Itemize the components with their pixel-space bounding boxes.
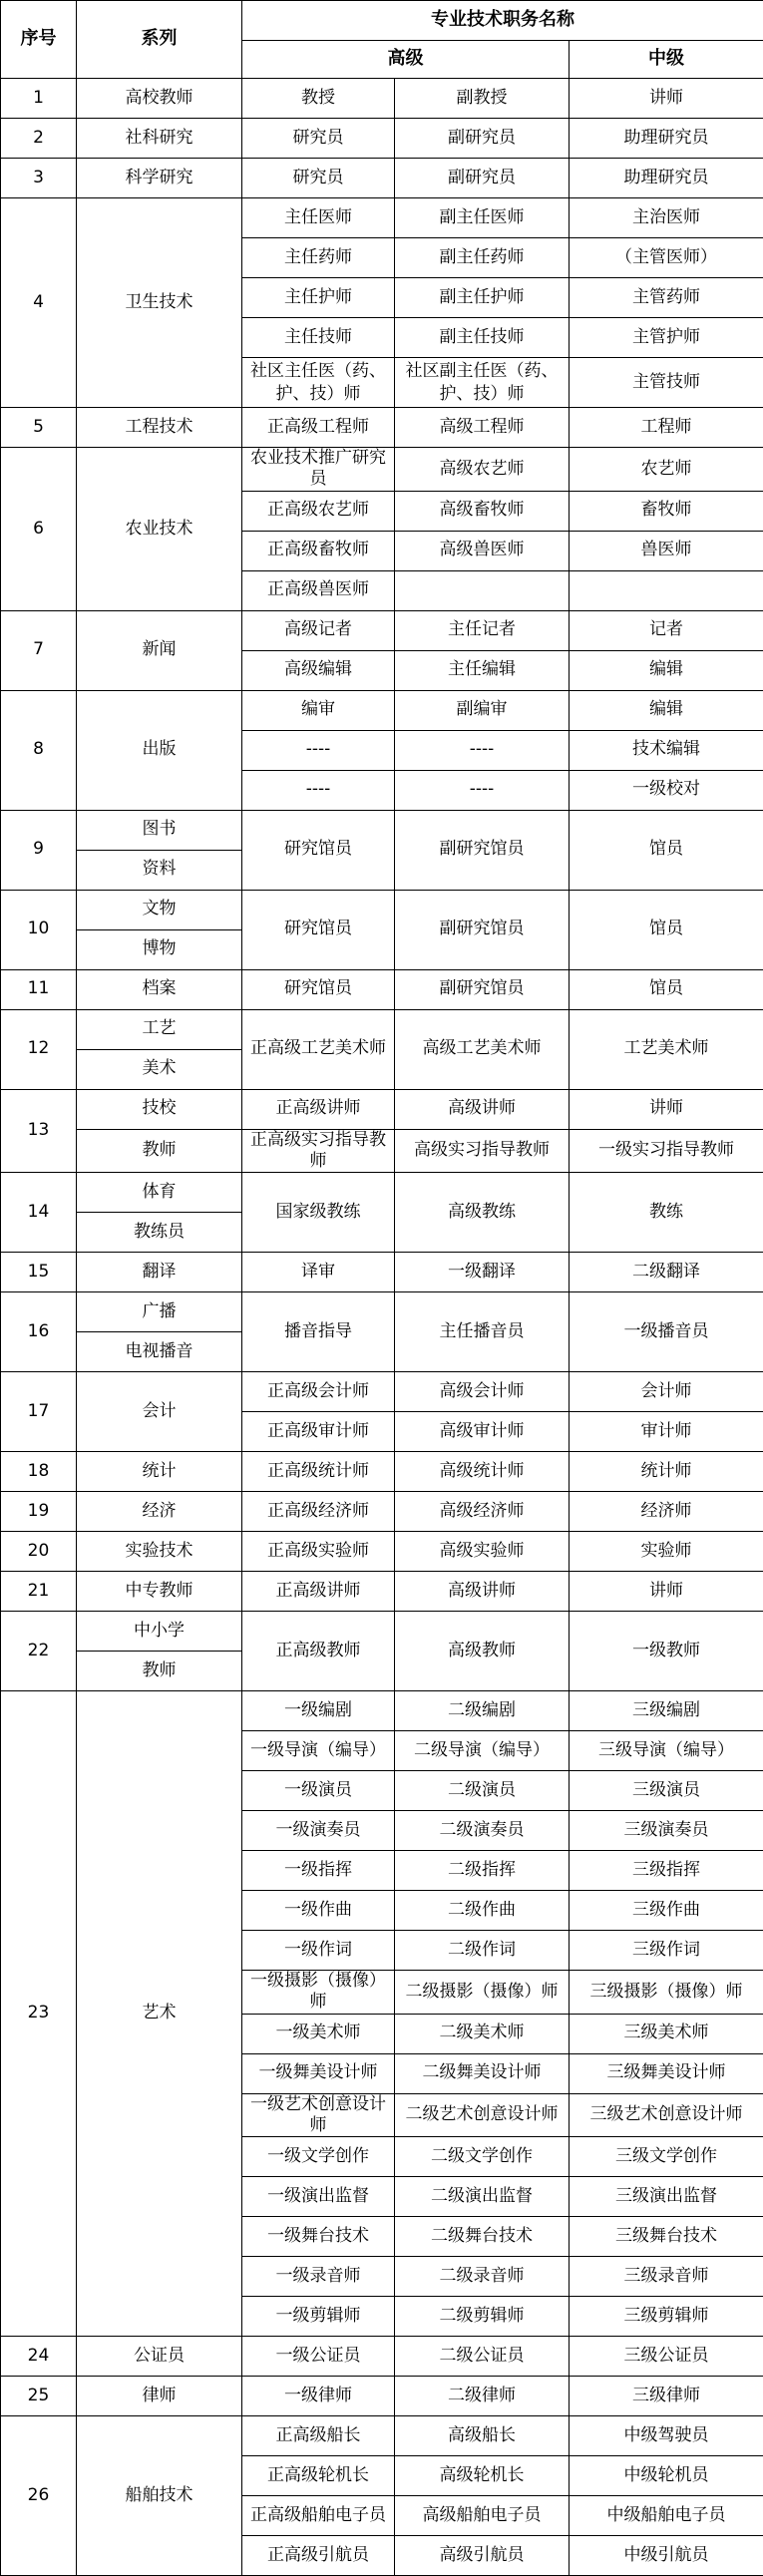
series-name: 会计 [77,1372,242,1452]
middle-title: 技术编辑 [570,730,763,770]
table-row [1,1691,763,1731]
senior-title: 正高级审计师 [242,1412,395,1452]
deputy-title: 高级讲师 [395,1572,570,1612]
table-row [1,1292,763,1332]
deputy-title: 副研究员 [395,159,570,198]
senior-title: 正高级讲师 [242,1572,395,1612]
series-name: 农业技术 [77,448,242,611]
row-no: 2 [1,119,77,159]
middle-title: 三级律师 [570,2377,763,2416]
deputy-title [395,570,570,610]
middle-title: 三级文学创作 [570,2137,763,2177]
table-row [1,810,763,850]
middle-title: 二级翻译 [570,1253,763,1292]
senior-title: 正高级船舶电子员 [242,2496,395,2536]
deputy-title: 二级舞台技术 [395,2217,570,2257]
senior-title: ---- [242,730,395,770]
series-name: 卫生技术 [77,198,242,408]
middle-title: 三级导演（编导） [570,1731,763,1771]
header-title: 专业技术职务名称 [242,1,763,41]
deputy-title: 副研究馆员 [395,969,570,1009]
series-name: 科学研究 [77,159,242,198]
senior-title: 一级律师 [242,2377,395,2416]
middle-title: 三级演员 [570,1771,763,1811]
deputy-title: ---- [395,730,570,770]
table-row [1,2337,763,2377]
deputy-title: 主任播音员 [395,1292,570,1372]
deputy-title: 高级审计师 [395,1412,570,1452]
series-name: 电视播音 [77,1332,242,1372]
row-no: 25 [1,2377,77,2416]
senior-title: 正高级统计师 [242,1452,395,1492]
table-row [1,610,763,650]
senior-title: 一级演员 [242,1771,395,1811]
series-name: 美术 [77,1049,242,1089]
senior-title: 正高级工艺美术师 [242,1009,395,1089]
senior-title: 农业技术推广研究员 [242,448,395,492]
middle-title: 馆员 [570,890,763,969]
senior-title: 一级作词 [242,1931,395,1971]
middle-title: 三级公证员 [570,2337,763,2377]
deputy-title: 副主任护师 [395,278,570,318]
middle-title: 助理研究员 [570,159,763,198]
senior-title: 主任技师 [242,318,395,358]
middle-title: 审计师 [570,1412,763,1452]
deputy-title: 副编审 [395,690,570,730]
table-row [1,79,763,119]
senior-title: 正高级讲师 [242,1089,395,1129]
row-no: 7 [1,610,77,690]
middle-title: 编辑 [570,690,763,730]
middle-title: 记者 [570,610,763,650]
series-name: 教师 [77,1652,242,1691]
senior-title: 一级舞美设计师 [242,2053,395,2093]
series-name: 中小学 [77,1612,242,1652]
series-name: 教师 [77,1129,242,1173]
senior-title: 主任护师 [242,278,395,318]
row-no: 4 [1,198,77,408]
senior-title: 一级舞台技术 [242,2217,395,2257]
middle-title: 三级舞台技术 [570,2217,763,2257]
deputy-title: 高级农艺师 [395,448,570,492]
deputy-title: ---- [395,770,570,810]
table-row [1,119,763,159]
deputy-title: 高级实习指导教师 [395,1129,570,1173]
deputy-title: 二级文学创作 [395,2137,570,2177]
series-name: 律师 [77,2377,242,2416]
senior-title: ---- [242,770,395,810]
middle-title: 农艺师 [570,448,763,492]
deputy-title: 二级演奏员 [395,1811,570,1851]
deputy-title: 二级作词 [395,1931,570,1971]
deputy-title: 高级经济师 [395,1492,570,1532]
series-name: 新闻 [77,610,242,690]
deputy-title: 高级船舶电子员 [395,2496,570,2536]
table-row [1,1372,763,1412]
senior-title: 正高级轮机长 [242,2456,395,2496]
senior-title: 一级艺术创意设计师 [242,2093,395,2137]
deputy-title: 高级教练 [395,1173,570,1253]
senior-title: 高级编辑 [242,650,395,690]
series-name: 统计 [77,1452,242,1492]
senior-title: 研究员 [242,119,395,159]
table-row [1,1452,763,1492]
header-senior: 高级 [242,41,570,79]
senior-title: 正高级经济师 [242,1492,395,1532]
row-no: 20 [1,1532,77,1572]
series-name: 船舶技术 [77,2416,242,2576]
deputy-title: 二级公证员 [395,2337,570,2377]
header-row [1,1,763,41]
middle-title: 经济师 [570,1492,763,1532]
deputy-title: 副主任医师 [395,198,570,238]
middle-title: 主治医师 [570,198,763,238]
senior-title: 研究馆员 [242,810,395,890]
deputy-title: 高级兽医师 [395,531,570,570]
senior-title: 正高级兽医师 [242,570,395,610]
row-no: 12 [1,1009,77,1089]
senior-title: 研究馆员 [242,969,395,1009]
table-row [1,198,763,238]
row-no: 3 [1,159,77,198]
middle-title: 讲师 [570,1089,763,1129]
row-no: 13 [1,1089,77,1173]
table-row [1,690,763,730]
senior-title: 研究员 [242,159,395,198]
middle-title: 三级录音师 [570,2257,763,2297]
series-name: 高校教师 [77,79,242,119]
senior-title: 播音指导 [242,1292,395,1372]
middle-title: 统计师 [570,1452,763,1492]
series-name: 工程技术 [77,408,242,448]
row-no: 26 [1,2416,77,2576]
deputy-title: 二级美术师 [395,2014,570,2053]
deputy-title: 高级实验师 [395,1532,570,1572]
table-row [1,890,763,929]
middle-title: 三级作曲 [570,1891,763,1931]
row-no: 23 [1,1691,77,2337]
senior-title: 一级编剧 [242,1691,395,1731]
senior-title: 教授 [242,79,395,119]
middle-title: 三级艺术创意设计师 [570,2093,763,2137]
senior-title: 一级演奏员 [242,1811,395,1851]
series-name: 博物 [77,929,242,969]
header-no: 序号 [1,1,77,79]
senior-title: 社区主任医（药、护、技）师 [242,358,395,408]
middle-title: 三级演出监督 [570,2177,763,2217]
senior-title: 正高级引航员 [242,2536,395,2576]
senior-title: 主任药师 [242,238,395,278]
deputy-title: 一级翻译 [395,1253,570,1292]
middle-title: 实验师 [570,1532,763,1572]
middle-title: 兽医师 [570,531,763,570]
senior-title: 一级导演（编导） [242,1731,395,1771]
row-no: 18 [1,1452,77,1492]
middle-title: 工程师 [570,408,763,448]
deputy-title: 副研究员 [395,119,570,159]
deputy-title: 高级教师 [395,1612,570,1691]
row-no: 10 [1,890,77,969]
senior-title: 正高级畜牧师 [242,531,395,570]
deputy-title: 高级工艺美术师 [395,1009,570,1089]
series-name: 经济 [77,1492,242,1532]
deputy-title: 副研究馆员 [395,810,570,890]
row-no: 15 [1,1253,77,1292]
middle-title: 中级引航员 [570,2536,763,2576]
middle-title: 三级美术师 [570,2014,763,2053]
middle-title: 三级剪辑师 [570,2297,763,2337]
middle-title: 三级作词 [570,1931,763,1971]
deputy-title: 高级统计师 [395,1452,570,1492]
table-body [1,1,763,2576]
series-name: 工艺 [77,1009,242,1049]
table-row [1,1572,763,1612]
senior-title: 一级剪辑师 [242,2297,395,2337]
middle-title: 一级教师 [570,1612,763,1691]
deputy-title: 二级指挥 [395,1851,570,1891]
senior-title: 国家级教练 [242,1173,395,1253]
series-name: 实验技术 [77,1532,242,1572]
series-name: 教练员 [77,1213,242,1253]
table-row [1,1009,763,1049]
table-row [1,1612,763,1652]
row-no: 11 [1,969,77,1009]
deputy-title: 高级工程师 [395,408,570,448]
table-row [1,1253,763,1292]
table-row [1,1492,763,1532]
middle-title: 一级校对 [570,770,763,810]
series-name: 中专教师 [77,1572,242,1612]
senior-title: 一级录音师 [242,2257,395,2297]
middle-title: 中级船舶电子员 [570,2496,763,2536]
deputy-title: 高级引航员 [395,2536,570,2576]
series-name: 图书 [77,810,242,850]
deputy-title: 高级畜牧师 [395,491,570,531]
middle-title: 讲师 [570,1572,763,1612]
senior-title: 研究馆员 [242,890,395,969]
series-name: 社科研究 [77,119,242,159]
middle-title: 会计师 [570,1372,763,1412]
middle-title: 三级编剧 [570,1691,763,1731]
deputy-title: 主任记者 [395,610,570,650]
table-row [1,1129,763,1173]
senior-title: 正高级会计师 [242,1372,395,1412]
row-no: 9 [1,810,77,890]
middle-title: 中级轮机员 [570,2456,763,2496]
deputy-title: 二级导演（编导） [395,1731,570,1771]
senior-title: 一级美术师 [242,2014,395,2053]
senior-title: 正高级农艺师 [242,491,395,531]
senior-title: 一级指挥 [242,1851,395,1891]
deputy-title: 副主任技师 [395,318,570,358]
senior-title: 正高级工程师 [242,408,395,448]
middle-title: 三级指挥 [570,1851,763,1891]
middle-title: 一级播音员 [570,1292,763,1372]
deputy-title: 社区副主任医（药、护、技）师 [395,358,570,408]
row-no: 16 [1,1292,77,1372]
senior-title: 正高级船长 [242,2416,395,2456]
middle-title: （主管医师） [570,238,763,278]
deputy-title: 二级剪辑师 [395,2297,570,2337]
row-no: 8 [1,690,77,810]
deputy-title: 副教授 [395,79,570,119]
deputy-title: 二级演员 [395,1771,570,1811]
table-row [1,159,763,198]
deputy-title: 二级艺术创意设计师 [395,2093,570,2137]
deputy-title: 主任编辑 [395,650,570,690]
senior-title: 正高级实验师 [242,1532,395,1572]
senior-title: 译审 [242,1253,395,1292]
table-row [1,448,763,492]
deputy-title: 副主任药师 [395,238,570,278]
table-row [1,969,763,1009]
middle-title: 编辑 [570,650,763,690]
row-no: 24 [1,2337,77,2377]
senior-title: 主任医师 [242,198,395,238]
row-no: 5 [1,408,77,448]
row-no: 19 [1,1492,77,1532]
middle-title: 讲师 [570,79,763,119]
middle-title: 教练 [570,1173,763,1253]
series-name: 资料 [77,850,242,890]
senior-title: 一级公证员 [242,2337,395,2377]
series-name: 文物 [77,890,242,929]
senior-title: 一级作曲 [242,1891,395,1931]
header-series: 系列 [77,1,242,79]
series-name: 档案 [77,969,242,1009]
middle-title: 助理研究员 [570,119,763,159]
table-row [1,2377,763,2416]
row-no: 14 [1,1173,77,1253]
deputy-title: 二级演出监督 [395,2177,570,2217]
row-no: 17 [1,1372,77,1452]
series-name: 体育 [77,1173,242,1213]
middle-title: 工艺美术师 [570,1009,763,1089]
table-row [1,2416,763,2456]
table-row [1,1173,763,1213]
middle-title: 馆员 [570,969,763,1009]
middle-title: 主管技师 [570,358,763,408]
series-name: 广播 [77,1292,242,1332]
middle-title: 畜牧师 [570,491,763,531]
middle-title: 主管护师 [570,318,763,358]
middle-title: 三级演奏员 [570,1811,763,1851]
series-name: 公证员 [77,2337,242,2377]
series-name: 翻译 [77,1253,242,1292]
row-no: 6 [1,448,77,611]
deputy-title: 二级律师 [395,2377,570,2416]
senior-title: 一级摄影（摄像）师 [242,1971,395,2015]
series-name: 艺术 [77,1691,242,2337]
senior-title: 正高级实习指导教师 [242,1129,395,1173]
deputy-title: 二级舞美设计师 [395,2053,570,2093]
table-row [1,1089,763,1129]
middle-title [570,570,763,610]
senior-title: 正高级教师 [242,1612,395,1691]
row-no: 21 [1,1572,77,1612]
table-row [1,408,763,448]
senior-title: 一级文学创作 [242,2137,395,2177]
deputy-title: 二级录音师 [395,2257,570,2297]
series-name: 出版 [77,690,242,810]
deputy-title: 二级编剧 [395,1691,570,1731]
deputy-title: 副研究馆员 [395,890,570,969]
deputy-title: 高级船长 [395,2416,570,2456]
middle-title: 一级实习指导教师 [570,1129,763,1173]
deputy-title: 高级轮机长 [395,2456,570,2496]
middle-title: 主管药师 [570,278,763,318]
row-no: 22 [1,1612,77,1691]
senior-title: 编审 [242,690,395,730]
deputy-title: 二级作曲 [395,1891,570,1931]
header-middle: 中级 [570,41,763,79]
middle-title: 三级舞美设计师 [570,2053,763,2093]
table-row [1,1532,763,1572]
deputy-title: 高级会计师 [395,1372,570,1412]
middle-title: 三级摄影（摄像）师 [570,1971,763,2015]
deputy-title: 二级摄影（摄像）师 [395,1971,570,2015]
senior-title: 高级记者 [242,610,395,650]
series-name: 技校 [77,1089,242,1129]
senior-title: 一级演出监督 [242,2177,395,2217]
middle-title: 中级驾驶员 [570,2416,763,2456]
deputy-title: 高级讲师 [395,1089,570,1129]
row-no: 1 [1,79,77,119]
middle-title: 馆员 [570,810,763,890]
